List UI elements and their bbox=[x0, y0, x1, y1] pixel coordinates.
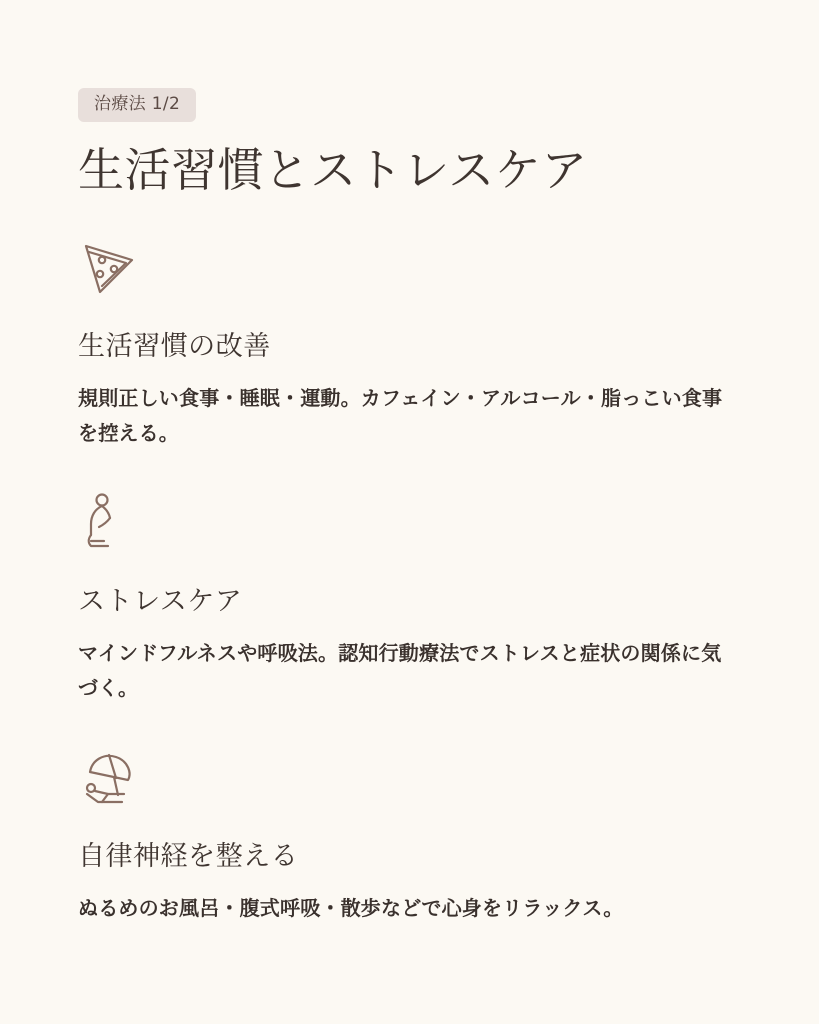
section-body: ぬるめのお風呂・腹式呼吸・散歩などで心身をリラックス。 bbox=[78, 895, 624, 920]
person-praying-icon bbox=[78, 491, 741, 553]
pizza-slice-icon bbox=[78, 236, 741, 298]
section-heading: 自律神経を整える bbox=[78, 840, 299, 871]
section-body: 規則正しい食事・睡眠・運動。カフェイン・アルコール・脂っこい食事を控える。 bbox=[78, 385, 723, 445]
content-section-stress-care bbox=[78, 491, 741, 706]
section-heading: ストレスケア bbox=[78, 585, 243, 616]
beach-umbrella-lounger-icon bbox=[78, 746, 741, 808]
section-badge: 治療法 1/2 bbox=[78, 88, 196, 122]
section-heading: 生活習慣の改善 bbox=[78, 330, 271, 361]
page-title: 生活習慣とストレスケア bbox=[78, 145, 588, 196]
content-section-lifestyle bbox=[78, 236, 741, 451]
content-section-autonomic bbox=[78, 746, 741, 926]
section-body: マインドフルネスや呼吸法。認知行動療法でストレスと症状の関係に気づく。 bbox=[78, 640, 722, 700]
